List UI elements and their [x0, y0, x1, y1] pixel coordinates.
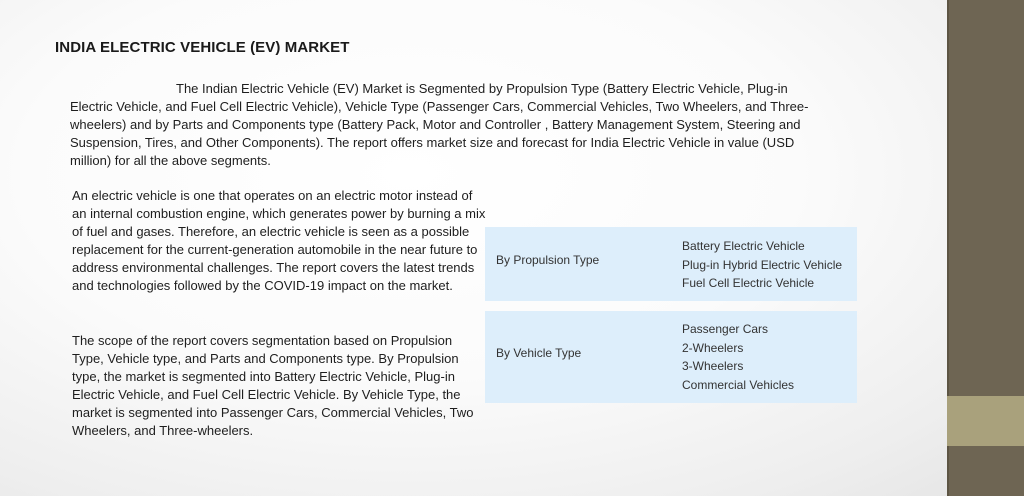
segment-item: 2-Wheelers [682, 340, 744, 355]
definition-paragraph: An electric vehicle is one that operates on an electric motor instead of an internal combustion engine, which generates power by burning a mix of fuel and gases. Therefore, an electric vehicle is seen as a possible replacement for the current-generation automobile in the near future to address environmental challenges. The report covers the latest trends and technologies followed by the COVID-19 impact on the market. [72, 188, 486, 293]
segment-item: Battery Electric Vehicle [682, 239, 805, 253]
segment-items [682, 320, 794, 394]
segment-item: Commercial Vehicles [682, 377, 795, 392]
segment-item: Fuel Cell Electric Vehicle [682, 276, 815, 290]
segment-box-propulsion [485, 227, 857, 301]
sidebar-accent-band [947, 396, 1024, 446]
segment-label: By Propulsion Type [496, 253, 600, 267]
segment-item: 3-Wheelers [682, 359, 744, 373]
segment-label: By Vehicle Type [496, 346, 582, 360]
segment-items [682, 237, 842, 293]
sidebar-decoration [947, 0, 1024, 496]
segment-item: Passenger Cars [682, 322, 769, 336]
segment-item: Plug-in Hybrid Electric Vehicle [682, 257, 843, 272]
scope-paragraph: The scope of the report covers segmentation based on Propulsion Type, Vehicle type, and Parts and Components type. By Propulsion type, the market is segmented into Battery Electric Vehicle, Plug-in Electric Vehicle, and Fuel Cell Electric Vehicle. By Vehicle Type, the market is segmented into Passenger Cars, Commercial Vehicles, Two Wheelers, and Three-wheelers. [72, 333, 474, 438]
intro-paragraph: The Indian Electric Vehicle (EV) Market is Segmented by Propulsion Type (Battery Electric Vehicle, Plug-in Electric Vehicle, and Fuel Cell Electric Vehicle), Vehicle Type (Passenger Cars, Commercial Vehicles, Two Wheelers, and Three-wheelers) and by Parts and Components type (Battery Pack, Motor and Controller , Battery Management System, Steering and Suspension, Tires, and Other Components). The report offers market size and forecast for India Electric Vehicle in value (USD million) for all the above segments. [70, 81, 809, 168]
page-title: INDIA ELECTRIC VEHICLE (EV) MARKET [55, 39, 350, 56]
segment-box-vehicle-type [485, 311, 857, 403]
